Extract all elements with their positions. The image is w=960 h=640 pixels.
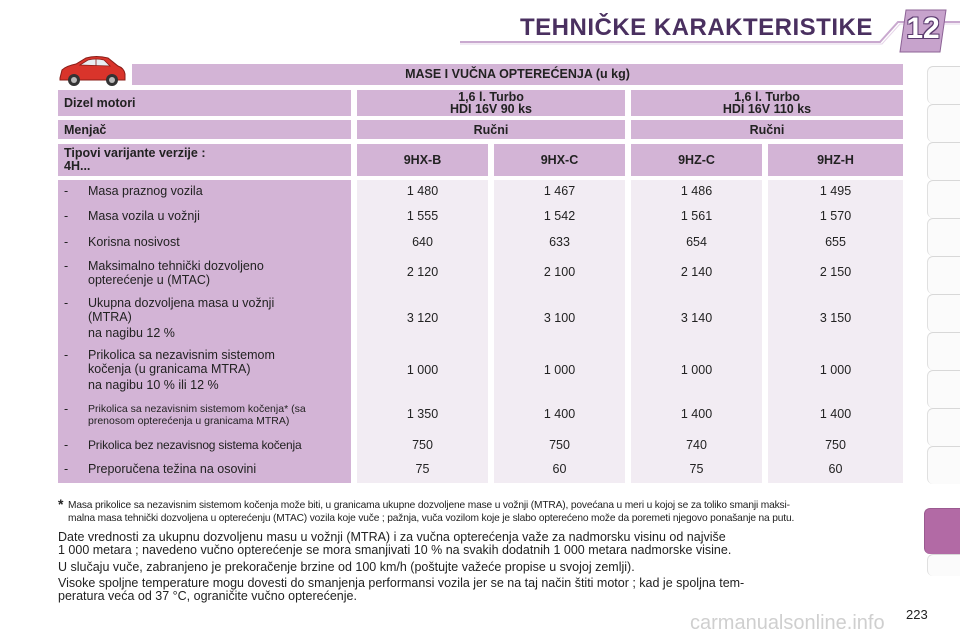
table-cell: 1 000 — [543, 363, 576, 377]
chapter-tab[interactable] — [927, 180, 960, 218]
chapter-tab[interactable] — [927, 554, 960, 576]
table-cell: 3 150 — [819, 311, 852, 325]
watermark: carmanualsonline.info — [690, 612, 885, 634]
row-label: (MTRA) — [88, 310, 132, 324]
table-cell: 1 000 — [406, 363, 439, 377]
chapter-tab[interactable] — [927, 446, 960, 484]
table-cell: 2 100 — [543, 265, 576, 279]
chapter-tab[interactable] — [927, 370, 960, 408]
chapter-tab[interactable] — [927, 218, 960, 256]
table-cell: 1 561 — [680, 209, 713, 223]
car-icon — [56, 54, 128, 88]
table-cell: 1 400 — [543, 407, 576, 421]
engine-line2: HDI 16V 90 ks — [450, 102, 532, 116]
footnote-line: Masa prikolice sa nezavisnim sistemom kočenja može biti, u granicama ukupne dozvoljene mase u vožnji (MTRA), povećana u meri u kojoj se za toliko smanji maksi- — [68, 500, 790, 511]
row-dash: - — [64, 184, 69, 198]
table-cell: 750 — [549, 438, 570, 452]
table-cell: 75 — [415, 462, 430, 476]
engine-line1: 1,6 l. Turbo — [734, 90, 800, 104]
variants-label — [58, 144, 351, 176]
row-label: Prikolica sa nezavisnim sistemom kočenja* (sa — [88, 403, 306, 415]
variant-header: 9HX-B — [357, 144, 488, 176]
table-cell: 1 000 — [819, 363, 852, 377]
row-dash: - — [64, 438, 69, 452]
paragraph-line: Date vrednosti za ukupnu dozvoljenu masu u vožnji (MTRA) i za vučna opterećenja važe za nadmorsku visinu od najviše — [58, 530, 726, 544]
table-cell: 1 555 — [406, 209, 439, 223]
footnote-star: * — [58, 496, 64, 512]
chapter-tab[interactable] — [927, 66, 960, 104]
table-cell: 75 — [689, 462, 704, 476]
engine-line2: HDI 16V 110 ks — [722, 102, 812, 116]
chapter-tabs — [927, 66, 960, 576]
paragraph-line: peratura veća od 37 °C, ograničite vučno opterećenje. — [58, 589, 357, 603]
table-cell: 633 — [549, 235, 570, 249]
table-cell: 1 467 — [543, 184, 576, 198]
row-label: opterećenje u (MTAC) — [88, 273, 211, 287]
variants-label-line1: Tipovi varijante verzije : — [64, 146, 206, 160]
table-cell: 1 400 — [680, 407, 713, 421]
chapter-tab[interactable] — [927, 408, 960, 446]
table-cell: 60 — [828, 462, 843, 476]
footnote-text — [68, 500, 913, 525]
chapter-tab[interactable] — [927, 104, 960, 142]
table-cell: 3 120 — [406, 311, 439, 325]
variant-header: 9HX-C — [494, 144, 625, 176]
table-cell: 1 570 — [819, 209, 852, 223]
table-cell: 654 — [686, 235, 707, 249]
engine-header — [631, 90, 903, 116]
gearbox-label: Menjač — [58, 120, 351, 139]
page-number: 223 — [906, 607, 928, 622]
engine-label: Dizel motori — [58, 90, 351, 116]
row-label: na nagibu 10 % ili 12 % — [88, 378, 219, 392]
table-cell: 1 480 — [406, 184, 439, 198]
table-cell: 750 — [825, 438, 846, 452]
row-dash: - — [64, 209, 69, 223]
row-label: Korisna nosivost — [88, 235, 180, 249]
row-dash: - — [64, 348, 69, 362]
paragraph — [58, 577, 908, 603]
footnote-line: malna masa tehnički dozvoljena u opterećenju (MTAC) vozila koje vuče ; pažnja, vuča vozilom koje je slabo opterećeno može da poremeti njegovo ponašanje na putu. — [68, 512, 795, 524]
table-cell: 640 — [412, 235, 433, 249]
table-cell: 2 140 — [680, 265, 713, 279]
table-cell: 3 140 — [680, 311, 713, 325]
table-cell: 740 — [686, 438, 707, 452]
table-cell: 1 400 — [819, 407, 852, 421]
table-cell: 1 542 — [543, 209, 576, 223]
gearbox-value: Ručni — [357, 120, 625, 139]
table-cell: 655 — [825, 235, 846, 249]
table-title: MASE I VUČNA OPTEREĆENJA (u kg) — [132, 64, 903, 85]
row-label: Preporučena težina na osovini — [88, 462, 257, 476]
table-cell: 750 — [412, 438, 433, 452]
chapter-tab[interactable] — [927, 142, 960, 180]
paragraph — [58, 531, 908, 557]
row-label: Prikolica sa nezavisnim sistemom — [88, 348, 275, 362]
paragraph-line: U slučaju vuče, zabranjeno je prekoračenje brzine od 100 km/h (poštujte važeće propise u svojoj zemlji). — [58, 560, 635, 574]
row-label: Ukupna dozvoljena masa u vožnji — [88, 296, 275, 310]
table-cell: 1 000 — [680, 363, 713, 377]
row-dash: - — [64, 235, 69, 249]
variants-label-line2: 4H... — [64, 159, 91, 173]
row-label: Masa vozila u vožnji — [88, 209, 200, 223]
row-label: kočenja (u granicama MTRA) — [88, 362, 251, 376]
engine-header — [357, 90, 625, 116]
table-cell: 2 120 — [406, 265, 439, 279]
table-cell: 3 100 — [543, 311, 576, 325]
chapter-number: 12 — [906, 12, 940, 45]
engine-line1: 1,6 l. Turbo — [458, 90, 524, 104]
paragraph — [58, 561, 908, 574]
chapter-tab[interactable] — [927, 256, 960, 294]
row-dash: - — [64, 296, 69, 310]
table-cell: 1 495 — [819, 184, 852, 198]
variant-header: 9HZ-C — [631, 144, 762, 176]
row-label: prenosom opterećenja u granicama MTRA) — [88, 415, 290, 427]
table-cell: 1 486 — [680, 184, 713, 198]
table-cell: 1 350 — [406, 407, 439, 421]
table-cell: 60 — [552, 462, 567, 476]
chapter-tab[interactable] — [927, 294, 960, 332]
chapter-tab[interactable] — [927, 332, 960, 370]
row-label: Prikolica bez nezavisnog sistema kočenja — [88, 438, 302, 452]
row-dash: - — [64, 462, 69, 476]
paragraph-line: Visoke spoljne temperature mogu dovesti do smanjenja performansi vozila jer se na taj način štiti motor ; kad je spoljna tem- — [58, 576, 745, 590]
variant-header: 9HZ-H — [768, 144, 903, 176]
gearbox-value: Ručni — [631, 120, 903, 139]
paragraph-line: 1 000 metara ; navedeno vučno opterećenje se mora smanjivati 10 % na svakih dodatnih 1 000 metara nadmorske visine. — [58, 543, 732, 557]
row-label: Masa praznog vozila — [88, 184, 203, 198]
table-cell: 2 150 — [819, 265, 852, 279]
chapter-tab-active[interactable] — [924, 508, 960, 554]
page-title: TEHNIČKE KARAKTERISTIKE — [520, 14, 873, 41]
row-label: na nagibu 12 % — [88, 326, 175, 340]
row-label: Maksimalno tehnički dozvoljeno — [88, 259, 264, 273]
row-dash: - — [64, 402, 69, 416]
row-dash: - — [64, 259, 69, 273]
